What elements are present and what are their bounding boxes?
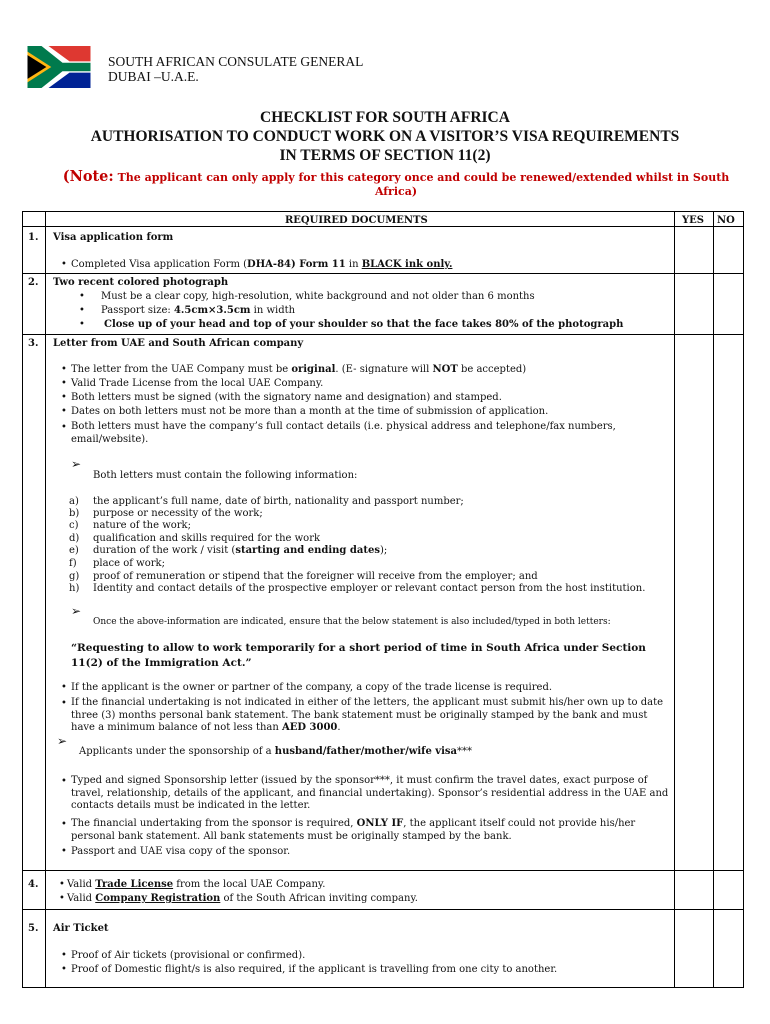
list-value: Identity and contact details of the prospective employer or relevant contact person from the host institution. xyxy=(93,583,646,594)
text: Applicants under the sponsorship of a xyxy=(79,746,275,757)
section-number: 4. xyxy=(28,879,39,890)
bullet-icon: • xyxy=(79,291,85,302)
text: . xyxy=(337,722,341,733)
list-item xyxy=(71,697,671,735)
list-item: If the applicant is the owner or partner of the company, a copy of the trade license is required. xyxy=(71,682,553,693)
text: If the financial undertaking is not indicated in either of the letters, the applicant must submit his/her own up to date three (3) months personal bank statement. The bank statement must be originally stamped by the bank and must have a minimum balance of not less than xyxy=(71,697,664,733)
list-value: qualification and skills required for the work xyxy=(93,533,321,544)
title-line-1: CHECKLIST FOR SOUTH AFRICA xyxy=(260,109,510,126)
bullet-icon: • xyxy=(59,893,65,904)
list-key: f) xyxy=(69,558,77,569)
contain-intro: Both letters must contain the following information: xyxy=(93,470,358,481)
text: Valid xyxy=(67,893,96,904)
document-title xyxy=(0,108,770,165)
list-item: Valid Trade License from the local UAE Company. xyxy=(71,378,324,389)
bullet-icon: • xyxy=(61,378,67,389)
list-item: Must be a clear copy, high-resolution, white background and not older than 6 months xyxy=(101,291,535,302)
list-key: e) xyxy=(69,545,79,556)
text: AED 3000 xyxy=(282,722,338,733)
text: starting and ending dates xyxy=(235,545,380,556)
text: husband/father/mother/wife visa xyxy=(274,746,458,757)
section-number: 3. xyxy=(28,338,39,349)
text: Passport size: xyxy=(101,305,174,316)
list-key: c) xyxy=(69,520,79,531)
required-statement: “Requesting to allow to work temporarily for a short period of time in South Africa under Section 11(2) of the Immigration Act.” xyxy=(71,642,646,669)
bullet-icon: • xyxy=(61,819,67,830)
bullet-icon: • xyxy=(79,305,85,316)
list-item: Proof of Domestic flight/s is also required, if the applicant is travelling from one city to another. xyxy=(71,964,558,975)
note-text: The applicant can only apply for this category once and could be renewed/extended whilst in South Africa) xyxy=(113,171,730,198)
bullet-icon: • xyxy=(61,392,67,403)
sponsorship-intro xyxy=(79,745,472,758)
list-value: purpose or necessity of the work; xyxy=(93,508,263,519)
text: NOT xyxy=(432,364,458,375)
statement-intro: Once the above-information are indicated, ensure that the below statement is also included/typed in both letters: xyxy=(93,617,611,627)
bullet-icon: • xyxy=(61,698,67,709)
list-value: nature of the work; xyxy=(93,520,191,531)
bullet-icon: • xyxy=(79,319,85,330)
text: The letter from the UAE Company must be xyxy=(71,364,292,375)
section-title: Air Ticket xyxy=(53,923,109,934)
letterhead xyxy=(22,44,742,90)
title-line-3: IN TERMS OF SECTION 11(2) xyxy=(279,147,491,164)
text: be accepted) xyxy=(457,364,527,375)
list-item: Proof of Air tickets (provisional or confirmed). xyxy=(71,950,306,961)
list-key: d) xyxy=(69,533,80,544)
section-title: Two recent colored photograph xyxy=(53,277,229,288)
list-item xyxy=(67,892,418,905)
south-africa-flag-icon xyxy=(24,46,94,88)
col-yes: YES xyxy=(682,215,704,226)
list-value: proof of remuneration or stipend that the foreigner will receive from the employer; and xyxy=(93,571,538,582)
consulate-name xyxy=(108,54,363,84)
section-number: 2. xyxy=(28,277,39,288)
list-item: Close up of your head and top of your shoulder so that the face takes 80% of the photograph xyxy=(104,319,624,330)
list-value xyxy=(93,544,387,557)
title-line-2: AUTHORISATION TO CONDUCT WORK ON A VISITOR’S VISA REQUIREMENTS xyxy=(90,128,680,145)
list-item: Typed and signed Sponsorship letter (issued by the sponsor***, it must confirm the travel dates, exact purpose of travel, relationship, details of the applicant, and financial undertaking). Sponsor’s residential address in the UAE and contacts details must be indicated in the letter. xyxy=(71,775,669,811)
consulate-line-2: DUBAI –U.A.E. xyxy=(108,69,199,84)
section-number: 1. xyxy=(28,232,39,243)
text: original xyxy=(291,364,336,375)
list-item xyxy=(67,878,325,891)
arrow-bullet-icon: ➢ xyxy=(71,604,82,618)
text: BLACK ink only. xyxy=(361,259,453,270)
text: The financial undertaking from the sponsor is required, xyxy=(71,818,357,829)
list-key: g) xyxy=(69,571,80,582)
text: Valid xyxy=(67,879,96,890)
text: *** xyxy=(457,746,473,757)
text: ONLY IF xyxy=(356,818,404,829)
list-key: b) xyxy=(69,508,80,519)
list-item: Passport and UAE visa copy of the sponsor. xyxy=(71,846,291,857)
row-divider xyxy=(23,334,743,335)
list-item xyxy=(71,258,452,271)
text: of the South African inviting company. xyxy=(220,893,418,904)
section-number: 5. xyxy=(28,923,39,934)
text: , the applicant itself could not provide his/her personal bank statement. All bank statements must be originally stamped by the bank. xyxy=(71,818,636,842)
bullet-icon: • xyxy=(61,950,67,961)
bullet-icon: • xyxy=(61,259,67,270)
bullet-icon: • xyxy=(61,776,67,787)
list-item: Dates on both letters must not be more than a month at the time of submission of application. xyxy=(71,406,549,417)
consulate-line-1: SOUTH AFRICAN CONSULATE GENERAL xyxy=(108,54,364,69)
text: Completed Visa application Form ( xyxy=(71,259,248,270)
arrow-bullet-icon: ➢ xyxy=(57,734,68,748)
text: . (E- signature will xyxy=(335,364,433,375)
arrow-bullet-icon: ➢ xyxy=(71,457,82,471)
row-divider xyxy=(23,273,743,274)
list-value: place of work; xyxy=(93,558,165,569)
section-title: Visa application form xyxy=(53,232,174,243)
list-key: h) xyxy=(69,583,80,594)
text: in width xyxy=(250,305,296,316)
list-item xyxy=(71,818,661,843)
checklist-table xyxy=(22,211,744,988)
bullet-icon: • xyxy=(61,964,67,975)
section-title: Letter from UAE and South African company xyxy=(53,338,304,349)
text: 4.5cm×3.5cm xyxy=(173,305,251,316)
col-required-documents: REQUIRED DOCUMENTS xyxy=(285,215,428,226)
bullet-icon: • xyxy=(61,422,67,433)
text: Company Registration xyxy=(95,893,221,904)
text: Trade License xyxy=(95,879,174,890)
list-item: Both letters must have the company’s full contact details (i.e. physical address and telephone/fax numbers, email/website). xyxy=(71,421,616,445)
list-value: the applicant’s full name, date of birth, nationality and passport number; xyxy=(93,496,464,507)
bullet-icon: • xyxy=(61,364,67,375)
bullet-icon: • xyxy=(59,879,65,890)
bullet-icon: • xyxy=(61,682,67,693)
row-divider xyxy=(23,870,743,871)
text: DHA-84) Form 11 xyxy=(247,259,346,270)
list-item: Both letters must be signed (with the signatory name and designation) and stamped. xyxy=(71,392,502,403)
col-no: NO xyxy=(717,215,735,226)
text: from the local UAE Company. xyxy=(173,879,326,890)
note xyxy=(40,170,752,199)
text: in xyxy=(345,259,362,270)
note-lead: (Note: xyxy=(62,168,114,185)
list-key: a) xyxy=(69,496,79,507)
bullet-icon: • xyxy=(61,406,67,417)
row-divider xyxy=(23,909,743,910)
list-item xyxy=(71,363,526,376)
text: ); xyxy=(379,545,388,556)
bullet-icon: • xyxy=(61,846,67,857)
list-item xyxy=(101,304,295,317)
text: duration of the work / visit ( xyxy=(93,545,236,556)
